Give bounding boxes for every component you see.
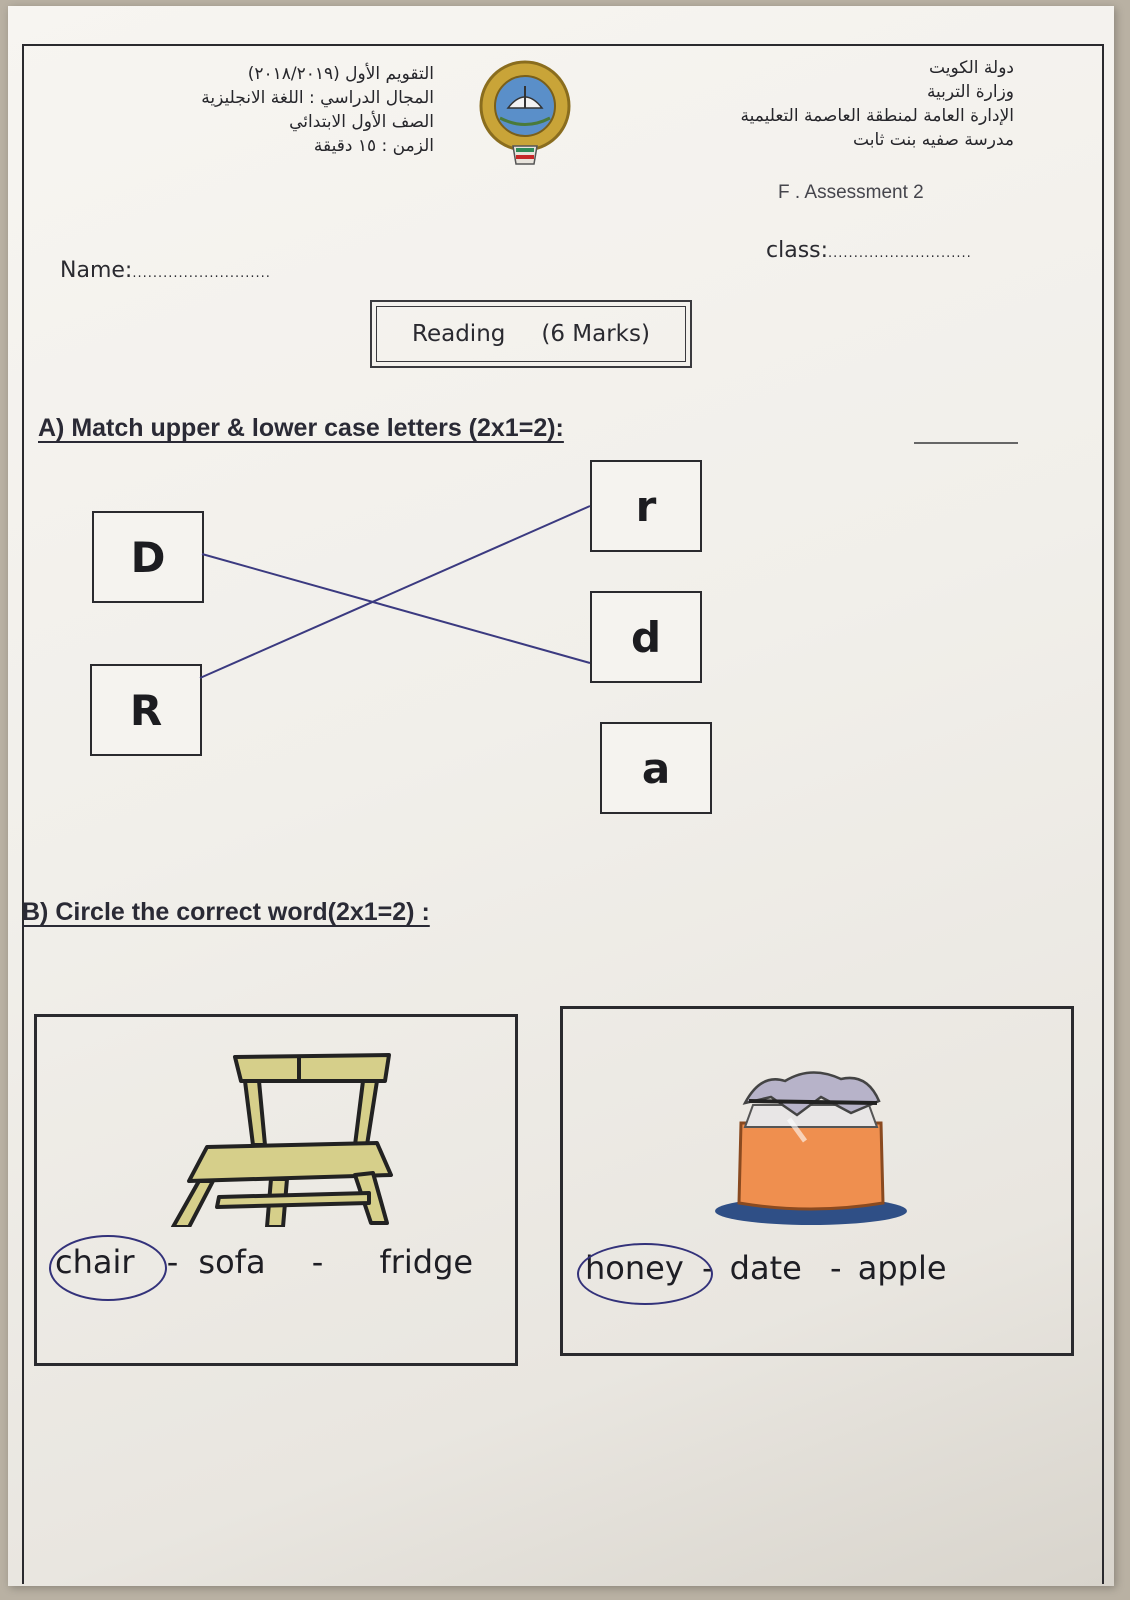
section-a-heading: A) Match upper & lower case letters (2x1=2): (38, 414, 564, 442)
header-evaluation: التقويم الأول (٢٠١٨/٢٠١٩) (247, 64, 434, 84)
dash-separator: - (166, 1243, 179, 1281)
chair-card (34, 1014, 518, 1366)
header-ministry: وزارة التربية (926, 82, 1014, 102)
title-subject: Reading (412, 321, 506, 347)
name-label: Name: (60, 258, 133, 283)
answer-circle-honey (577, 1243, 713, 1305)
header-district: الإدارة العامة لمنطقة العاصمة التعليمية (740, 106, 1014, 126)
honey-card (560, 1006, 1074, 1356)
header-school: مدرسة صفيه بنت ثابت (853, 130, 1014, 150)
chair-icon (149, 1047, 409, 1227)
header-state: دولة الكويت (929, 58, 1014, 78)
word-option-fridge[interactable]: fridge (379, 1243, 474, 1281)
word-option-honey[interactable]: honey (585, 1249, 684, 1287)
match-line-r (200, 506, 590, 678)
dash-separator: - (311, 1243, 324, 1281)
title-marks: (6 Marks) (541, 321, 650, 347)
match-lines (8, 6, 1114, 906)
class-blank: ............................ (828, 246, 972, 261)
honey-jar-icon (701, 1061, 921, 1229)
word-option-chair[interactable]: chair (55, 1243, 135, 1281)
word-option-date[interactable]: date (729, 1249, 802, 1287)
name-blank: ........................... (132, 266, 271, 281)
header-grade: الصف الأول الابتدائي (289, 112, 434, 132)
match-line-d (202, 554, 590, 663)
header-time: الزمن : ١٥ دقيقة (313, 136, 434, 156)
lower-letter-box-d[interactable]: d (590, 591, 702, 683)
dash-separator: - (829, 1249, 842, 1287)
upper-letter-box-r[interactable]: R (90, 664, 202, 756)
class-label: class: (766, 238, 829, 263)
word-option-apple[interactable]: apple (857, 1249, 947, 1287)
upper-letter-box-d[interactable]: D (92, 511, 204, 603)
section-b-heading: B) Circle the correct word(2x1=2) : (22, 898, 430, 926)
assessment-label: F . Assessment 2 (778, 182, 924, 203)
lower-letter-box-a[interactable]: a (600, 722, 712, 814)
header-subject: المجال الدراسي : اللغة الانجليزية (201, 88, 434, 108)
dash-separator: - (701, 1249, 714, 1287)
lower-letter-box-r[interactable]: r (590, 460, 702, 552)
word-option-sofa[interactable]: sofa (198, 1243, 266, 1281)
answer-circle-chair (49, 1235, 167, 1301)
worksheet-page (8, 6, 1114, 1586)
